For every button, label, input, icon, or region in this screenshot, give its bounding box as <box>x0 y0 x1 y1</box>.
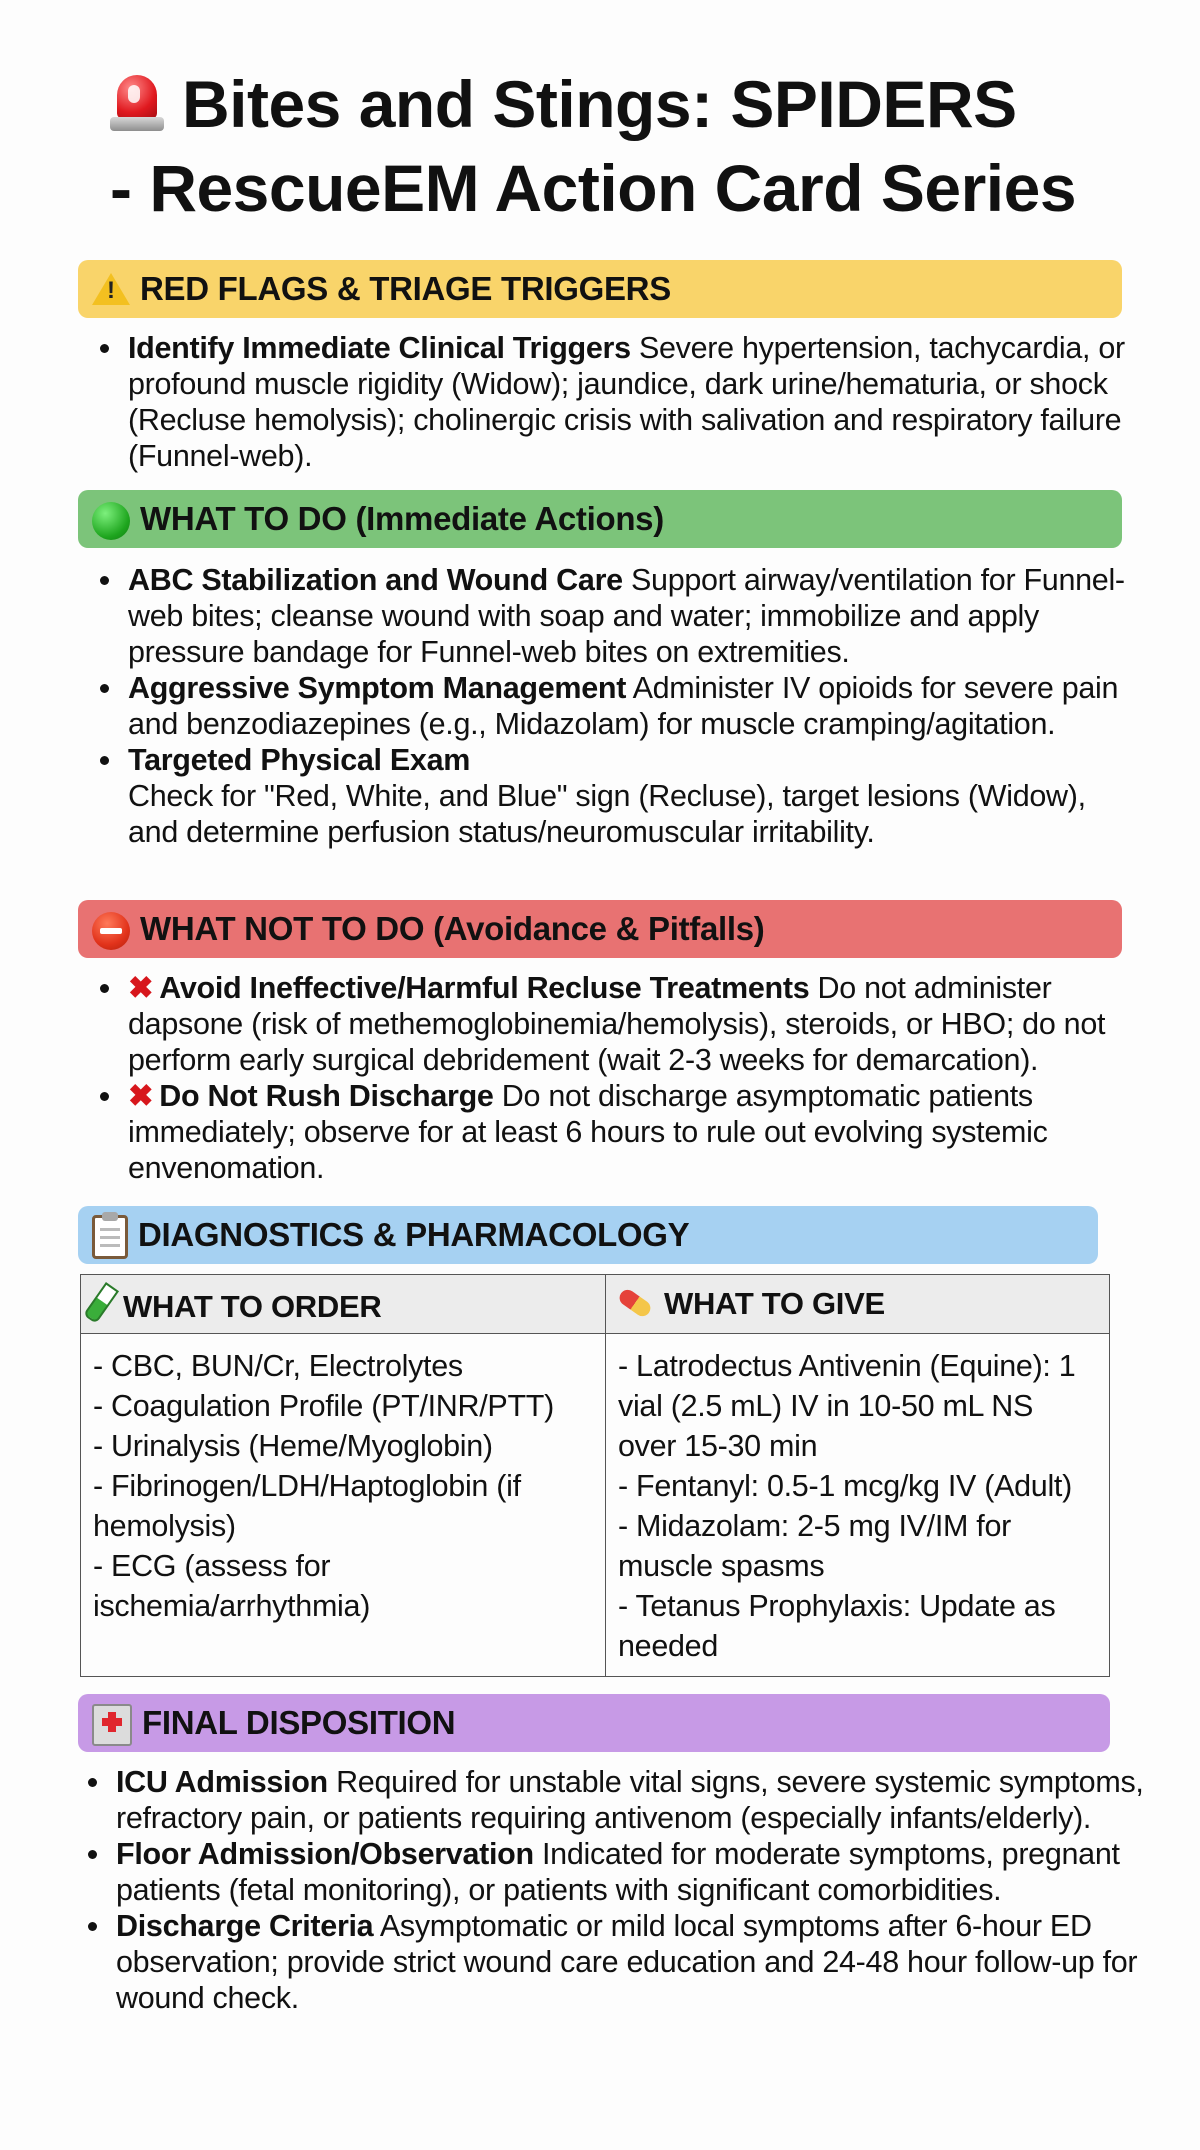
item-heading: Targeted Physical Exam <box>128 743 471 777</box>
order-item: - Urinalysis (Heme/Myoglobin) <box>93 1429 493 1463</box>
what-not-to-do-header-label: WHAT NOT TO DO (Avoidance & Pitfalls) <box>140 910 765 947</box>
order-item: - Coagulation Profile (PT/INR/PTT) <box>93 1389 554 1423</box>
what-to-give-cell <box>606 1334 1110 1677</box>
what-not-to-do-header <box>78 900 1122 958</box>
order-item: - CBC, BUN/Cr, Electrolytes <box>93 1349 463 1383</box>
x-mark-icon: ✖ <box>128 1079 154 1113</box>
give-item: - Tetanus Prophylaxis: Update as needed <box>618 1589 1056 1663</box>
what-to-do-header <box>78 490 1122 548</box>
item-text: Required for unstable vital signs, severe systemic symptoms, refractory pain, or patients requiring antivenom (especially infants/elderly). <box>116 1765 1144 1835</box>
item-text: Administer IV opioids for severe pain and benzodiazepines (e.g., Midazolam) for muscle cramping/agitation. <box>128 671 1119 741</box>
what-to-order-cell <box>81 1334 606 1677</box>
red-flags-header-label: RED FLAGS & TRIAGE TRIGGERS <box>140 270 671 307</box>
hospital-icon <box>92 1704 132 1746</box>
what-to-order-header <box>81 1275 606 1334</box>
list-item <box>78 970 1138 1078</box>
give-item: - Fentanyl: 0.5-1 mcg/kg IV (Adult) <box>618 1469 1072 1503</box>
diagnostics-header <box>78 1206 1098 1264</box>
give-item: - Latrodectus Antivenin (Equine): 1 vial (2.5 mL) IV in 10-50 mL NS over 15-30 min <box>618 1349 1076 1463</box>
title-line-1: Bites and Stings: SPIDERS <box>182 67 1017 141</box>
item-text: Indicated for moderate symptoms, pregnant patients (fetal monitoring), or patients with significant comorbidities. <box>116 1837 1120 1907</box>
x-mark-icon: ✖ <box>128 971 154 1005</box>
list-item <box>78 330 1128 474</box>
stop-sign-icon <box>92 912 130 950</box>
warning-icon <box>92 273 130 305</box>
what-to-order-label: WHAT TO ORDER <box>123 1289 382 1324</box>
clipboard-icon <box>92 1215 128 1259</box>
what-not-to-do-list <box>78 970 1138 1186</box>
list-item <box>66 1908 1146 2016</box>
final-disposition-header-label: FINAL DISPOSITION <box>142 1704 456 1741</box>
item-heading: Aggressive Symptom Management <box>128 671 627 705</box>
item-heading: Floor Admission/Observation <box>116 1837 534 1871</box>
item-text: Do not administer dapsone (risk of methemoglobinemia/hemolysis), steroids, or HBO; do not perform early surgical debridement (wait 2-3 weeks for demarcation). <box>128 971 1106 1077</box>
item-text: Severe hypertension, tachycardia, or profound muscle rigidity (Widow); jaundice, dark urine/hematuria, or shock (Recluse hemolysis); cholinergic crisis with salivation and respiratory failure (Funnel-web). <box>128 331 1125 473</box>
item-heading: Identify Immediate Clinical Triggers <box>128 331 631 365</box>
diagnostics-table <box>80 1274 1110 1677</box>
item-heading: Discharge Criteria <box>116 1909 374 1943</box>
list-item <box>78 742 1138 850</box>
list-item <box>66 1764 1146 1836</box>
item-text: Check for "Red, White, and Blue" sign (Recluse), target lesions (Widow), and determine perfusion status/neuromuscular irritability. <box>128 779 1086 849</box>
test-tube-icon <box>83 1282 119 1324</box>
diagnostics-header-label: DIAGNOSTICS & PHARMACOLOGY <box>138 1216 690 1253</box>
green-circle-icon <box>92 502 130 540</box>
give-item: - Midazolam: 2-5 mg IV/IM for muscle spasms <box>618 1509 1011 1583</box>
list-item <box>78 1078 1138 1186</box>
final-disposition-header <box>78 1694 1110 1752</box>
item-heading: ABC Stabilization and Wound Care <box>128 563 623 597</box>
item-heading: Do Not Rush Discharge <box>159 1079 494 1113</box>
list-item <box>78 670 1138 742</box>
what-to-do-header-label: WHAT TO DO (Immediate Actions) <box>140 500 664 537</box>
siren-icon <box>110 71 164 133</box>
list-item <box>66 1836 1146 1908</box>
page-title <box>110 62 1110 230</box>
what-to-give-header <box>606 1275 1110 1334</box>
item-text: Support airway/ventilation for Funnel-web bites; cleanse wound with soap and water; immobilize and apply pressure bandage for Funnel-web bites on extremities. <box>128 563 1125 669</box>
order-item: - ECG (assess for ischemia/arrhythmia) <box>93 1549 371 1623</box>
item-heading: Avoid Ineffective/Harmful Recluse Treatments <box>159 971 810 1005</box>
pill-icon <box>616 1287 653 1320</box>
red-flags-list <box>78 330 1128 474</box>
what-to-do-list <box>78 562 1138 850</box>
title-line-2: - RescueEM Action Card Series <box>110 151 1077 225</box>
order-item: - Fibrinogen/LDH/Haptoglobin (if hemolysis) <box>93 1469 521 1543</box>
red-flags-header <box>78 260 1122 318</box>
final-disposition-list <box>66 1764 1146 2016</box>
list-item <box>78 562 1138 670</box>
item-text: Do not discharge asymptomatic patients immediately; observe for at least 6 hours to rule out evolving systemic envenomation. <box>128 1079 1048 1185</box>
item-text: Asymptomatic or mild local symptoms after 6-hour ED observation; provide strict wound care education and 24-48 hour follow-up for wound check. <box>116 1909 1138 2015</box>
item-heading: ICU Admission <box>116 1765 328 1799</box>
what-to-give-label: WHAT TO GIVE <box>664 1286 885 1321</box>
